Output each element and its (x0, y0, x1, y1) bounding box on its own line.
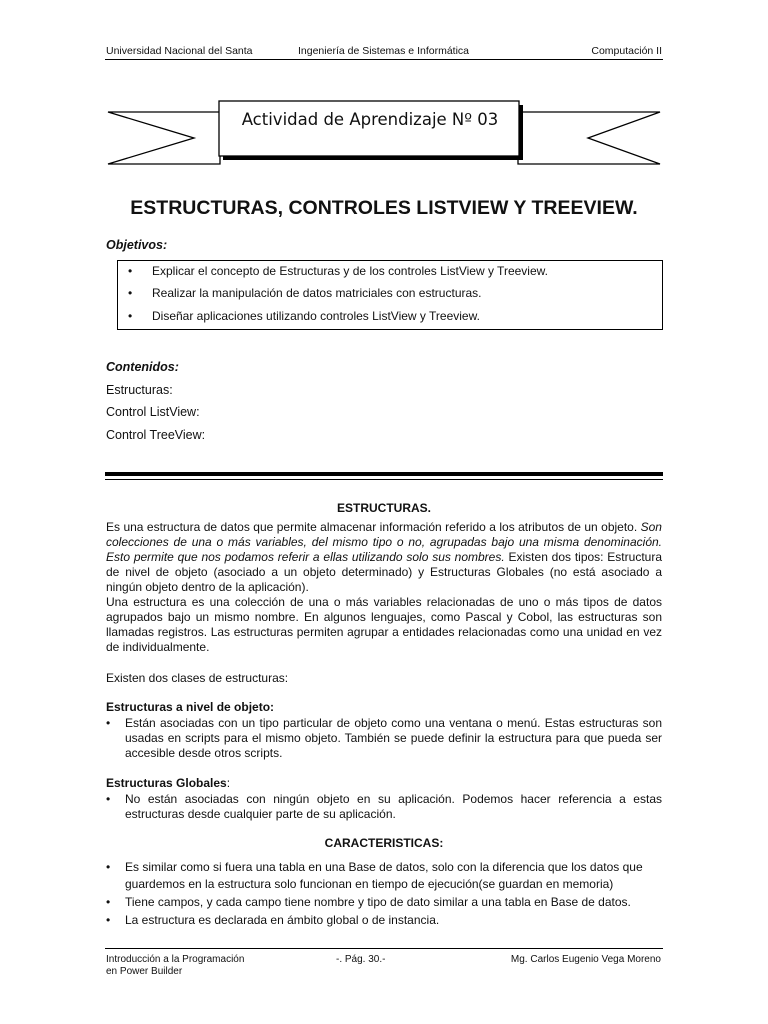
subheading-global: Estructuras Globales: (106, 776, 231, 790)
paragraph-classes-intro: Existen dos clases de estructuras: (106, 671, 289, 685)
paragraph-definition: Es una estructura de datos que permite almacenar información referido a los atributos de un objeto. Son colecciones de una o más variables, del mismo tipo o no, agrupadas bajo una misma denominación. Esto permite que nos podamos referir a ellas utilizando solo sus nombres. Existen dos tipos: Estructura de nivel de objeto (asociado a un objeto determinado) y Estructuras Globales (no está asociado a ningún objeto dentro de la aplicación). (106, 520, 662, 594)
contents-item-treeview: Control TreeView: (106, 428, 206, 442)
list-item: • Tiene campos, y cada campo tiene nombre y tipo de dato similar a una tabla en Base de datos. (106, 895, 631, 909)
list-item: • Es similar como si fuera una tabla en una Base de datos, solo con la diferencia que los datos que guardemos en la estructura solo funcionan en tiempo de ejecución(se guardan en memoria) (106, 860, 643, 891)
header-institution: Universidad Nacional del Santa (106, 45, 253, 57)
header-department: Ingeniería de Sistemas e Informática (298, 45, 470, 57)
section-heading-estructuras: ESTRUCTURAS. (336, 501, 431, 515)
objectives-box (117, 260, 663, 330)
activity-title: Actividad de Aprendizaje Nº 03 (241, 110, 499, 129)
header-rule (105, 59, 663, 60)
section-heading-caracteristicas: CARACTERISTICAS: (324, 836, 444, 850)
footer-author: Mg. Carlos Eugenio Vega Moreno (510, 954, 661, 965)
subheading-object-level: Estructuras a nivel de objeto: (106, 700, 275, 714)
contents-item-estructuras: Estructuras: (106, 383, 173, 397)
page-title: ESTRUCTURAS, CONTROLES LISTVIEW Y TREEVIEW. (130, 197, 638, 219)
header-course: Computación II (591, 45, 662, 57)
list-item: • No están asociadas con ningún objeto en su aplicación. Podemos hacer referencia a estas estructuras desde cualquier parte de su aplicación. (106, 792, 662, 821)
footer-course-name: Introducción a la Programación en Power Builder (106, 954, 245, 977)
paragraph-collection: Una estructura es una colección de una o más variables relacionadas de uno o más tipos de datos agrupados bajo un mismo nombre. En algunos lenguajes, como Pascal y Cobol, las estructuras son llamadas registros. Las estructuras permiten agrupar a entidades relacionadas como una unidad en vez de individualmente. (106, 595, 662, 654)
contents-label: Contenidos: (106, 360, 179, 374)
footer-page-number: -. Pág. 30.- (336, 954, 386, 965)
section-divider-thick (105, 472, 663, 476)
objective-item: • Realizar la manipulación de datos matriciales con estructuras. (128, 286, 482, 300)
footer-rule (105, 948, 663, 949)
contents-item-listview: Control ListView: (106, 405, 200, 419)
objective-item: • Diseñar aplicaciones utilizando controles ListView y Treeview. (128, 309, 480, 323)
objective-item: • Explicar el concepto de Estructuras y de los controles ListView y Treeview. (128, 264, 548, 278)
section-divider-thin (105, 479, 663, 480)
list-item: • Están asociadas con un tipo particular de objeto como una ventana o menú. Estas estructuras son usadas en scripts para el mismo objeto. También se puede definir la estructura para que pueda ser accesible desde otros scripts. (106, 716, 662, 760)
objectives-label: Objetivos: (106, 238, 168, 252)
list-item: • La estructura es declarada en ámbito global o de instancia. (106, 913, 440, 927)
